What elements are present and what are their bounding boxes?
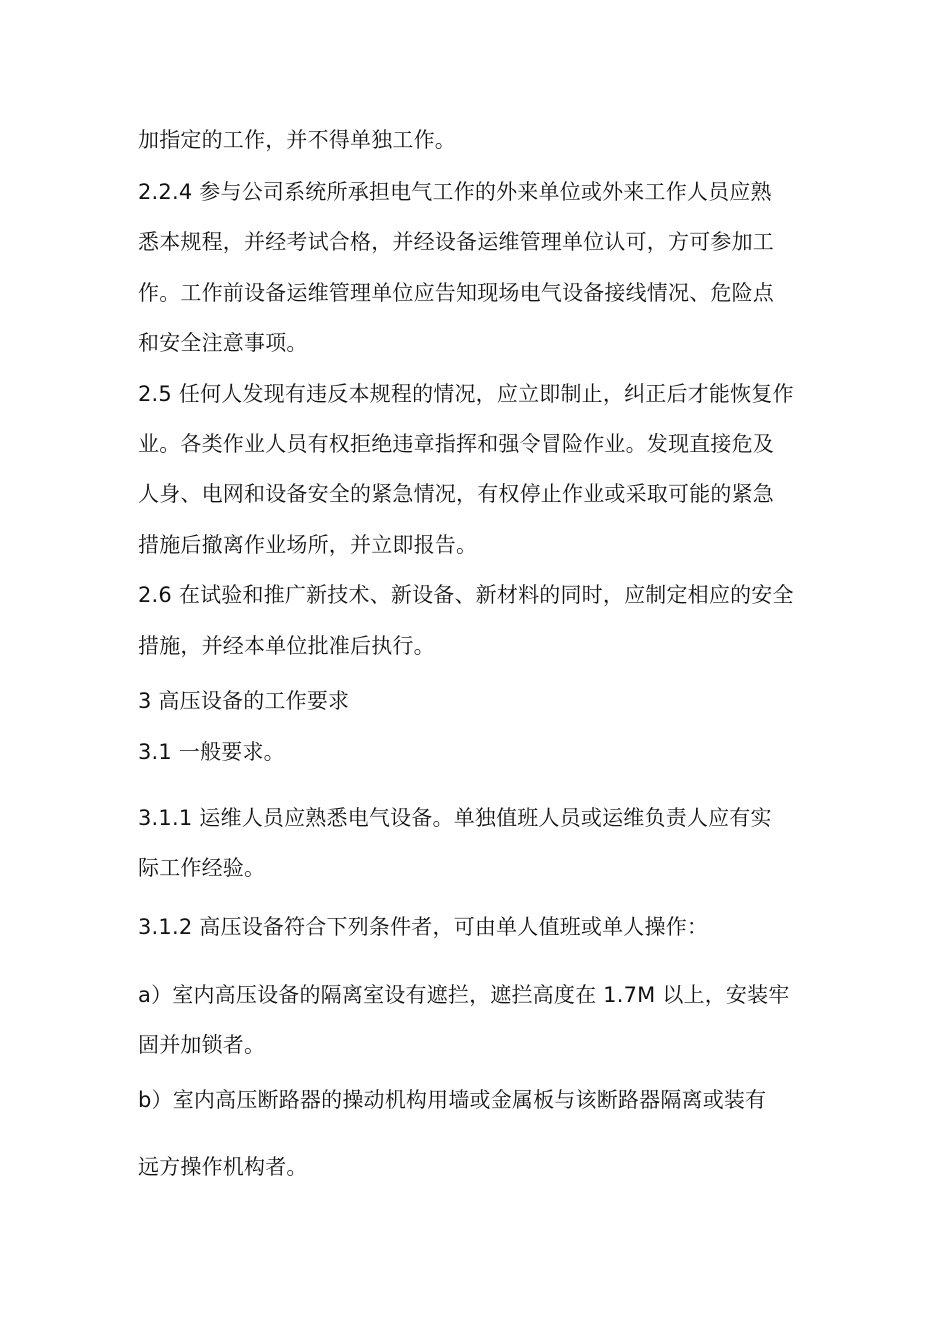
subsection-heading: 3.1 一般要求。 bbox=[138, 740, 285, 764]
text-line: 2.5 任何人发现有违反本规程的情况，应立即制止，纠正后才能恢复作 bbox=[138, 382, 794, 406]
section-heading: 3 高压设备的工作要求 bbox=[138, 689, 350, 713]
text-line: 加指定的工作，并不得单独工作。 bbox=[138, 128, 456, 152]
text-line: 3.1.1 运维人员应熟悉电气设备。单独值班人员或运维负责人应有实 bbox=[138, 806, 772, 830]
text-line: 际工作经验。 bbox=[138, 856, 266, 880]
text-line: 业。各类作业人员有权拒绝违章指挥和强令冒险作业。发现直接危及 bbox=[138, 432, 774, 456]
list-item: a）室内高压设备的隔离室设有遮拦，遮拦高度在 1.7M 以上，安装牢 bbox=[138, 983, 790, 1007]
text-line: 固并加锁者。 bbox=[138, 1033, 266, 1057]
text-line: 2.6 在试验和推广新技术、新设备、新材料的同时，应制定相应的安全 bbox=[138, 583, 794, 607]
text-line: 远方操作机构者。 bbox=[138, 1155, 308, 1179]
text-line: 3.1.2 高压设备符合下列条件者，可由单人值班或单人操作： bbox=[138, 915, 709, 939]
text-line: 措施后撤离作业场所，并立即报告。 bbox=[138, 533, 478, 557]
list-item: b）室内高压断路器的操动机构用墙或金属板与该断路器隔离或装有 bbox=[138, 1088, 767, 1112]
text-line: 2.2.4 参与公司系统所承担电气工作的外来单位或外来工作人员应熟 bbox=[138, 180, 772, 204]
text-line: 措施，并经本单位批准后执行。 bbox=[138, 634, 435, 658]
text-line: 作。工作前设备运维管理单位应告知现场电气设备接线情况、危险点 bbox=[138, 281, 774, 305]
text-line: 悉本规程，并经考试合格，并经设备运维管理单位认可，方可参加工 bbox=[138, 230, 774, 254]
text-line: 人身、电网和设备安全的紧急情况，有权停止作业或采取可能的紧急 bbox=[138, 482, 774, 506]
text-line: 和安全注意事项。 bbox=[138, 331, 308, 355]
